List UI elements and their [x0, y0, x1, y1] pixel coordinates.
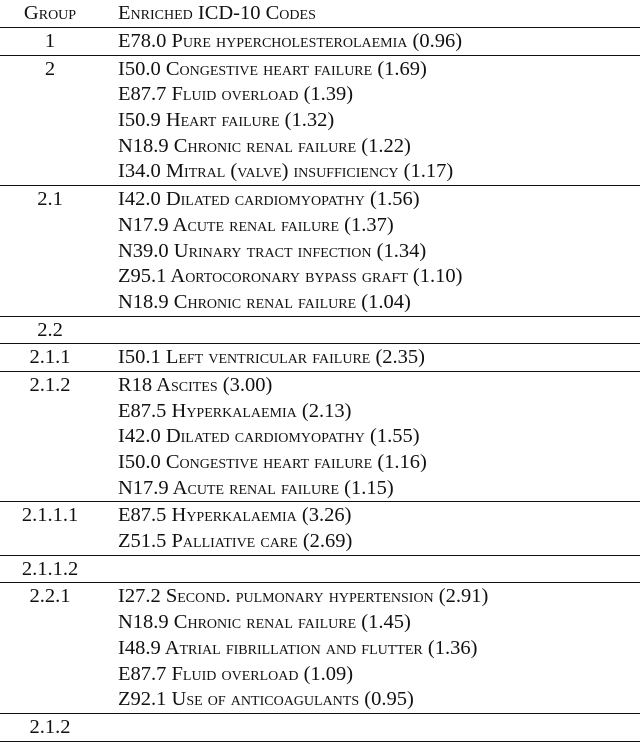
- group-cell: 2.1.2: [29, 715, 71, 738]
- table-row: [0, 502, 640, 554]
- code-entry: I34.0 Mitral (valve) insufficiency (1.17): [118, 160, 454, 183]
- code-entry: E78.0 Pure hypercholesterolaemia (0.96): [118, 30, 463, 52]
- code-entry: I27.2 Second. pulmonary hypertension (2.91): [118, 585, 489, 608]
- table-row: [0, 344, 640, 371]
- table-row: [0, 372, 640, 501]
- table-row: [0, 56, 640, 185]
- code-entry: N18.9 Chronic renal failure (1.04): [118, 290, 411, 313]
- code-entry: I50.9 Heart failure (1.32): [118, 109, 335, 132]
- group-cell: 1: [44, 30, 56, 52]
- empty-codes: [118, 715, 640, 741]
- code-entry: N18.9 Chronic renal failure (1.45): [118, 611, 411, 634]
- codes-cell: [100, 715, 640, 741]
- table-row: [0, 714, 640, 741]
- codes-cell: [100, 345, 640, 371]
- code-entry: Z51.5 Palliative care (2.69): [118, 530, 353, 553]
- code-entry: E87.7 Fluid overload (1.09): [118, 662, 354, 685]
- code-entry: N17.9 Acute renal failure (1.37): [118, 213, 394, 236]
- group-cell: 2.1.1.2: [21, 557, 79, 580]
- code-entry: E87.5 Hyperkalaemia (3.26): [118, 504, 352, 527]
- table-row: [0, 317, 640, 344]
- code-entry: Z92.1 Use of anticoagulants (0.95): [118, 688, 414, 711]
- code-entry: N18.9 Chronic renal failure (1.22): [118, 134, 411, 157]
- table-row: [0, 186, 640, 315]
- codes-cell: [100, 373, 640, 501]
- codes-cell: [100, 57, 640, 185]
- group-cell: 2.1.1: [29, 346, 71, 369]
- table-row: [0, 583, 640, 712]
- code-entry: E87.7 Fluid overload (1.39): [118, 83, 354, 106]
- codes-cell: [100, 318, 640, 344]
- bottom-rule: [0, 741, 640, 742]
- code-entry: E87.5 Hyperkalaemia (2.13): [118, 399, 352, 422]
- codes-cell: [100, 503, 640, 554]
- code-entry: N39.0 Urinary tract infection (1.34): [118, 239, 427, 262]
- empty-codes: [118, 557, 640, 583]
- group-cell: 2.1.1.1: [21, 504, 79, 527]
- code-entry: I42.0 Dilated cardiomyopathy (1.56): [118, 188, 420, 211]
- codes-cell: [100, 29, 640, 55]
- table-body: [0, 27, 640, 741]
- table-header: [0, 0, 640, 27]
- code-entry: I50.0 Congestive heart failure (1.69): [118, 57, 427, 80]
- table-row: [0, 28, 640, 55]
- group-cell: 2: [44, 57, 56, 80]
- code-entry: Z95.1 Aortocoronary bypass graft (1.10): [118, 265, 463, 288]
- group-cell: 2.1: [37, 188, 63, 211]
- empty-codes: [118, 318, 640, 344]
- codes-column-header: Enriched ICD-10 Codes: [118, 1, 316, 24]
- code-entry: I50.1 Left ventricular failure (2.35): [118, 346, 425, 369]
- code-entry: N17.9 Acute renal failure (1.15): [118, 476, 394, 499]
- code-entry: R18 Ascites (3.00): [118, 373, 273, 396]
- code-entry: I48.9 Atrial fibrillation and flutter (1.36): [118, 636, 478, 659]
- code-entry: I42.0 Dilated cardiomyopathy (1.55): [118, 425, 420, 448]
- table-row: [0, 556, 640, 583]
- codes-cell: [100, 557, 640, 583]
- group-cell: 2.2.1: [29, 585, 71, 608]
- group-column-header: Group: [23, 1, 77, 24]
- codes-cell: [100, 187, 640, 315]
- group-cell: 2.1.2: [29, 373, 71, 396]
- group-cell: 2.2: [37, 318, 63, 341]
- code-entry: I50.0 Congestive heart failure (1.16): [118, 451, 427, 473]
- codes-cell: [100, 584, 640, 712]
